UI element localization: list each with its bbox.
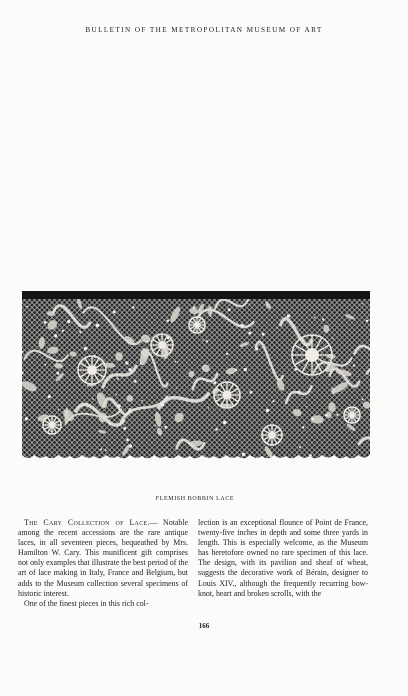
heading-dash: —: [149, 518, 158, 527]
paragraph-text: Notable among the recent accessions are the rare antique laces, in all seventeen pieces, bequeathed by Mrs. Hamilton W. Cary. This munificent gift comprises not only examples that illustrate the best period of the art of lace making in Italy, France and Belgium, but adds to the Museum collection several specimens of historic interest.: [18, 518, 188, 598]
article-paragraph: lection is an exceptional flounce of Point de France, twenty-five inches in depth and some three yards in length. This is especially welcome, as the Museum has heretofore owned no rare specimen of this lace. The design, with its pavilion and sheaf of wheat, suggests the decorative work of Bérain, designer to Louis XIV., although the frequently recurring bow-knot, heart and broken scrolls, with the: [198, 518, 368, 598]
text-column-left: [18, 518, 188, 609]
lace-photograph: [22, 285, 370, 467]
section-heading: The Cary Collection of Lace.: [24, 518, 150, 527]
article-paragraph: [18, 518, 188, 599]
page-number: 166: [198, 622, 210, 630]
running-title: BULLETIN OF THE METROPOLITAN MUSEUM OF ART: [85, 26, 323, 34]
figure-caption: FLEMISH BOBBIN LACE: [155, 496, 235, 502]
article-paragraph: One of the finest pieces in this rich col-: [24, 598, 149, 608]
text-column-right: [198, 518, 368, 599]
